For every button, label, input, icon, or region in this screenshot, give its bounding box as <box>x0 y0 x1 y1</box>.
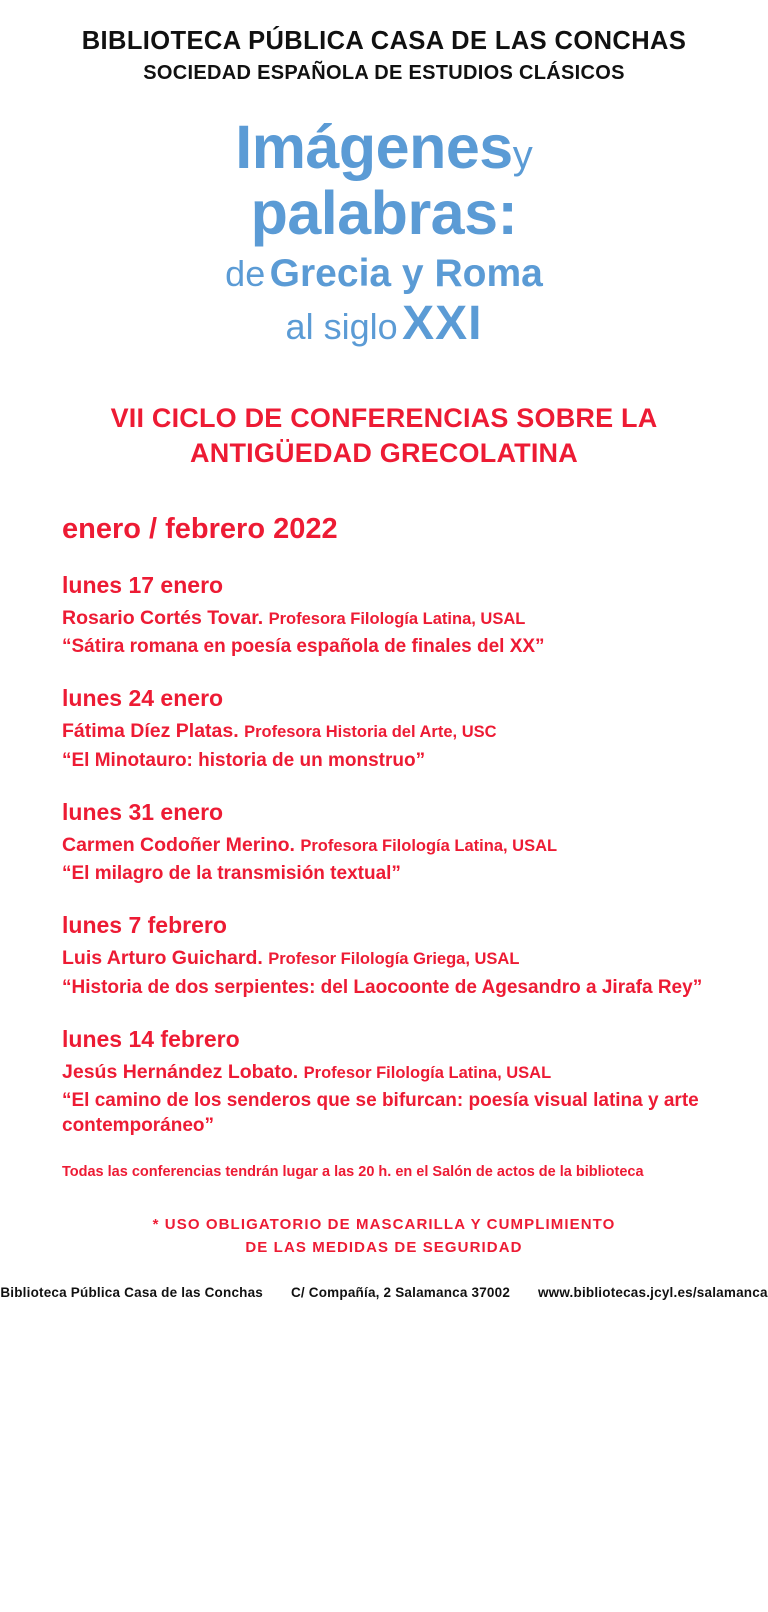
entry-speaker-name: Fátima Díez Platas. <box>62 720 239 743</box>
entry-speaker <box>62 606 718 631</box>
entry-speaker-name: Luis Arturo Guichard. <box>62 947 263 970</box>
poster-title <box>0 112 768 350</box>
program-entry <box>62 799 718 886</box>
entry-speaker-name: Jesús Hernández Lobato. <box>62 1060 299 1083</box>
safety-note <box>0 1214 768 1259</box>
schedule-note: Todas las conferencias tendrán lugar a las 20 h. en el Salón de actos de la biblioteca <box>62 1164 644 1181</box>
title-line-4 <box>0 296 768 350</box>
entry-speaker <box>62 833 718 858</box>
title-word-palabras: palabras: <box>250 178 518 247</box>
entry-speaker <box>62 719 718 744</box>
entry-day: lunes 17 enero <box>62 572 224 599</box>
cycle-heading-line-2: ANTIGÜEDAD GRECOLATINA <box>190 437 578 468</box>
program-entry <box>62 912 718 999</box>
program-entry <box>62 1026 718 1139</box>
safety-note-line-1: * USO OBLIGATORIO DE MASCARILLA Y CUMPLIMIENTO <box>152 1216 616 1234</box>
title-de: de <box>225 253 266 295</box>
title-grecia-roma: Grecia y Roma <box>269 252 543 296</box>
entry-speaker <box>62 1060 718 1085</box>
entry-speaker-affiliation: Profesora Filología Latina, USAL <box>300 836 558 855</box>
entry-day: lunes 14 febrero <box>62 1025 240 1052</box>
program-entry <box>62 685 718 772</box>
entry-speaker-affiliation: Profesora Filología Latina, USAL <box>268 610 526 629</box>
entry-speaker-affiliation: Profesor Filología Griega, USAL <box>268 950 520 969</box>
entry-speaker <box>62 946 718 971</box>
footer-address: C/ Compañía, 2 Salamanca 37002 <box>290 1285 511 1301</box>
entry-day: lunes 24 enero <box>62 685 224 712</box>
footer-website[interactable]: www.bibliotecas.jcyl.es/salamanca <box>537 1285 768 1301</box>
entry-speaker-name: Carmen Codoñer Merino. <box>62 833 295 856</box>
entry-speaker-name: Rosario Cortés Tovar. <box>62 607 264 630</box>
title-xxi: XXI <box>402 296 483 350</box>
cycle-months: enero / febrero 2022 <box>62 513 338 546</box>
program-entry <box>62 572 718 659</box>
entry-talk-title: “El Minotauro: historia de un monstruo” <box>62 749 426 771</box>
entry-talk-title: “Historia de dos serpientes: del Laocoonte de Agesandro a Jirafa Rey” <box>62 976 703 998</box>
footer-venue: Biblioteca Pública Casa de las Conchas <box>0 1285 264 1301</box>
title-line-3 <box>0 254 768 294</box>
title-line-1 <box>0 112 768 181</box>
program-list <box>0 572 768 1138</box>
entry-day: lunes 31 enero <box>62 798 224 825</box>
library-name: BIBLIOTECA PÚBLICA CASA DE LAS CONCHAS <box>81 27 687 55</box>
entry-day: lunes 7 febrero <box>62 912 227 939</box>
entry-speaker-affiliation: Profesora Historia del Arte, USC <box>244 723 497 742</box>
safety-note-line-2: DE LAS MEDIDAS DE SEGURIDAD <box>245 1238 523 1256</box>
cycle-heading <box>0 401 768 471</box>
title-conjunction: y <box>512 132 533 177</box>
footer <box>0 1285 768 1300</box>
organization-header <box>0 0 768 86</box>
entry-talk-title: “Sátira romana en poesía española de finales del XX” <box>62 636 545 658</box>
title-word-imagenes: Imágenes <box>235 112 513 181</box>
entry-speaker-affiliation: Profesor Filología Latina, USAL <box>303 1063 552 1082</box>
society-name: SOCIEDAD ESPAÑOLA DE ESTUDIOS CLÁSICOS <box>143 62 625 85</box>
cycle-heading-line-1: VII CICLO DE CONFERENCIAS SOBRE LA <box>110 402 658 433</box>
title-line-2 <box>0 178 768 247</box>
title-al-siglo: al siglo <box>285 305 398 347</box>
entry-talk-title: “El milagro de la transmisión textual” <box>62 863 401 885</box>
entry-talk-title: “El camino de los senderos que se bifurcan: poesía visual latina y arte contemporáneo” <box>62 1090 699 1137</box>
